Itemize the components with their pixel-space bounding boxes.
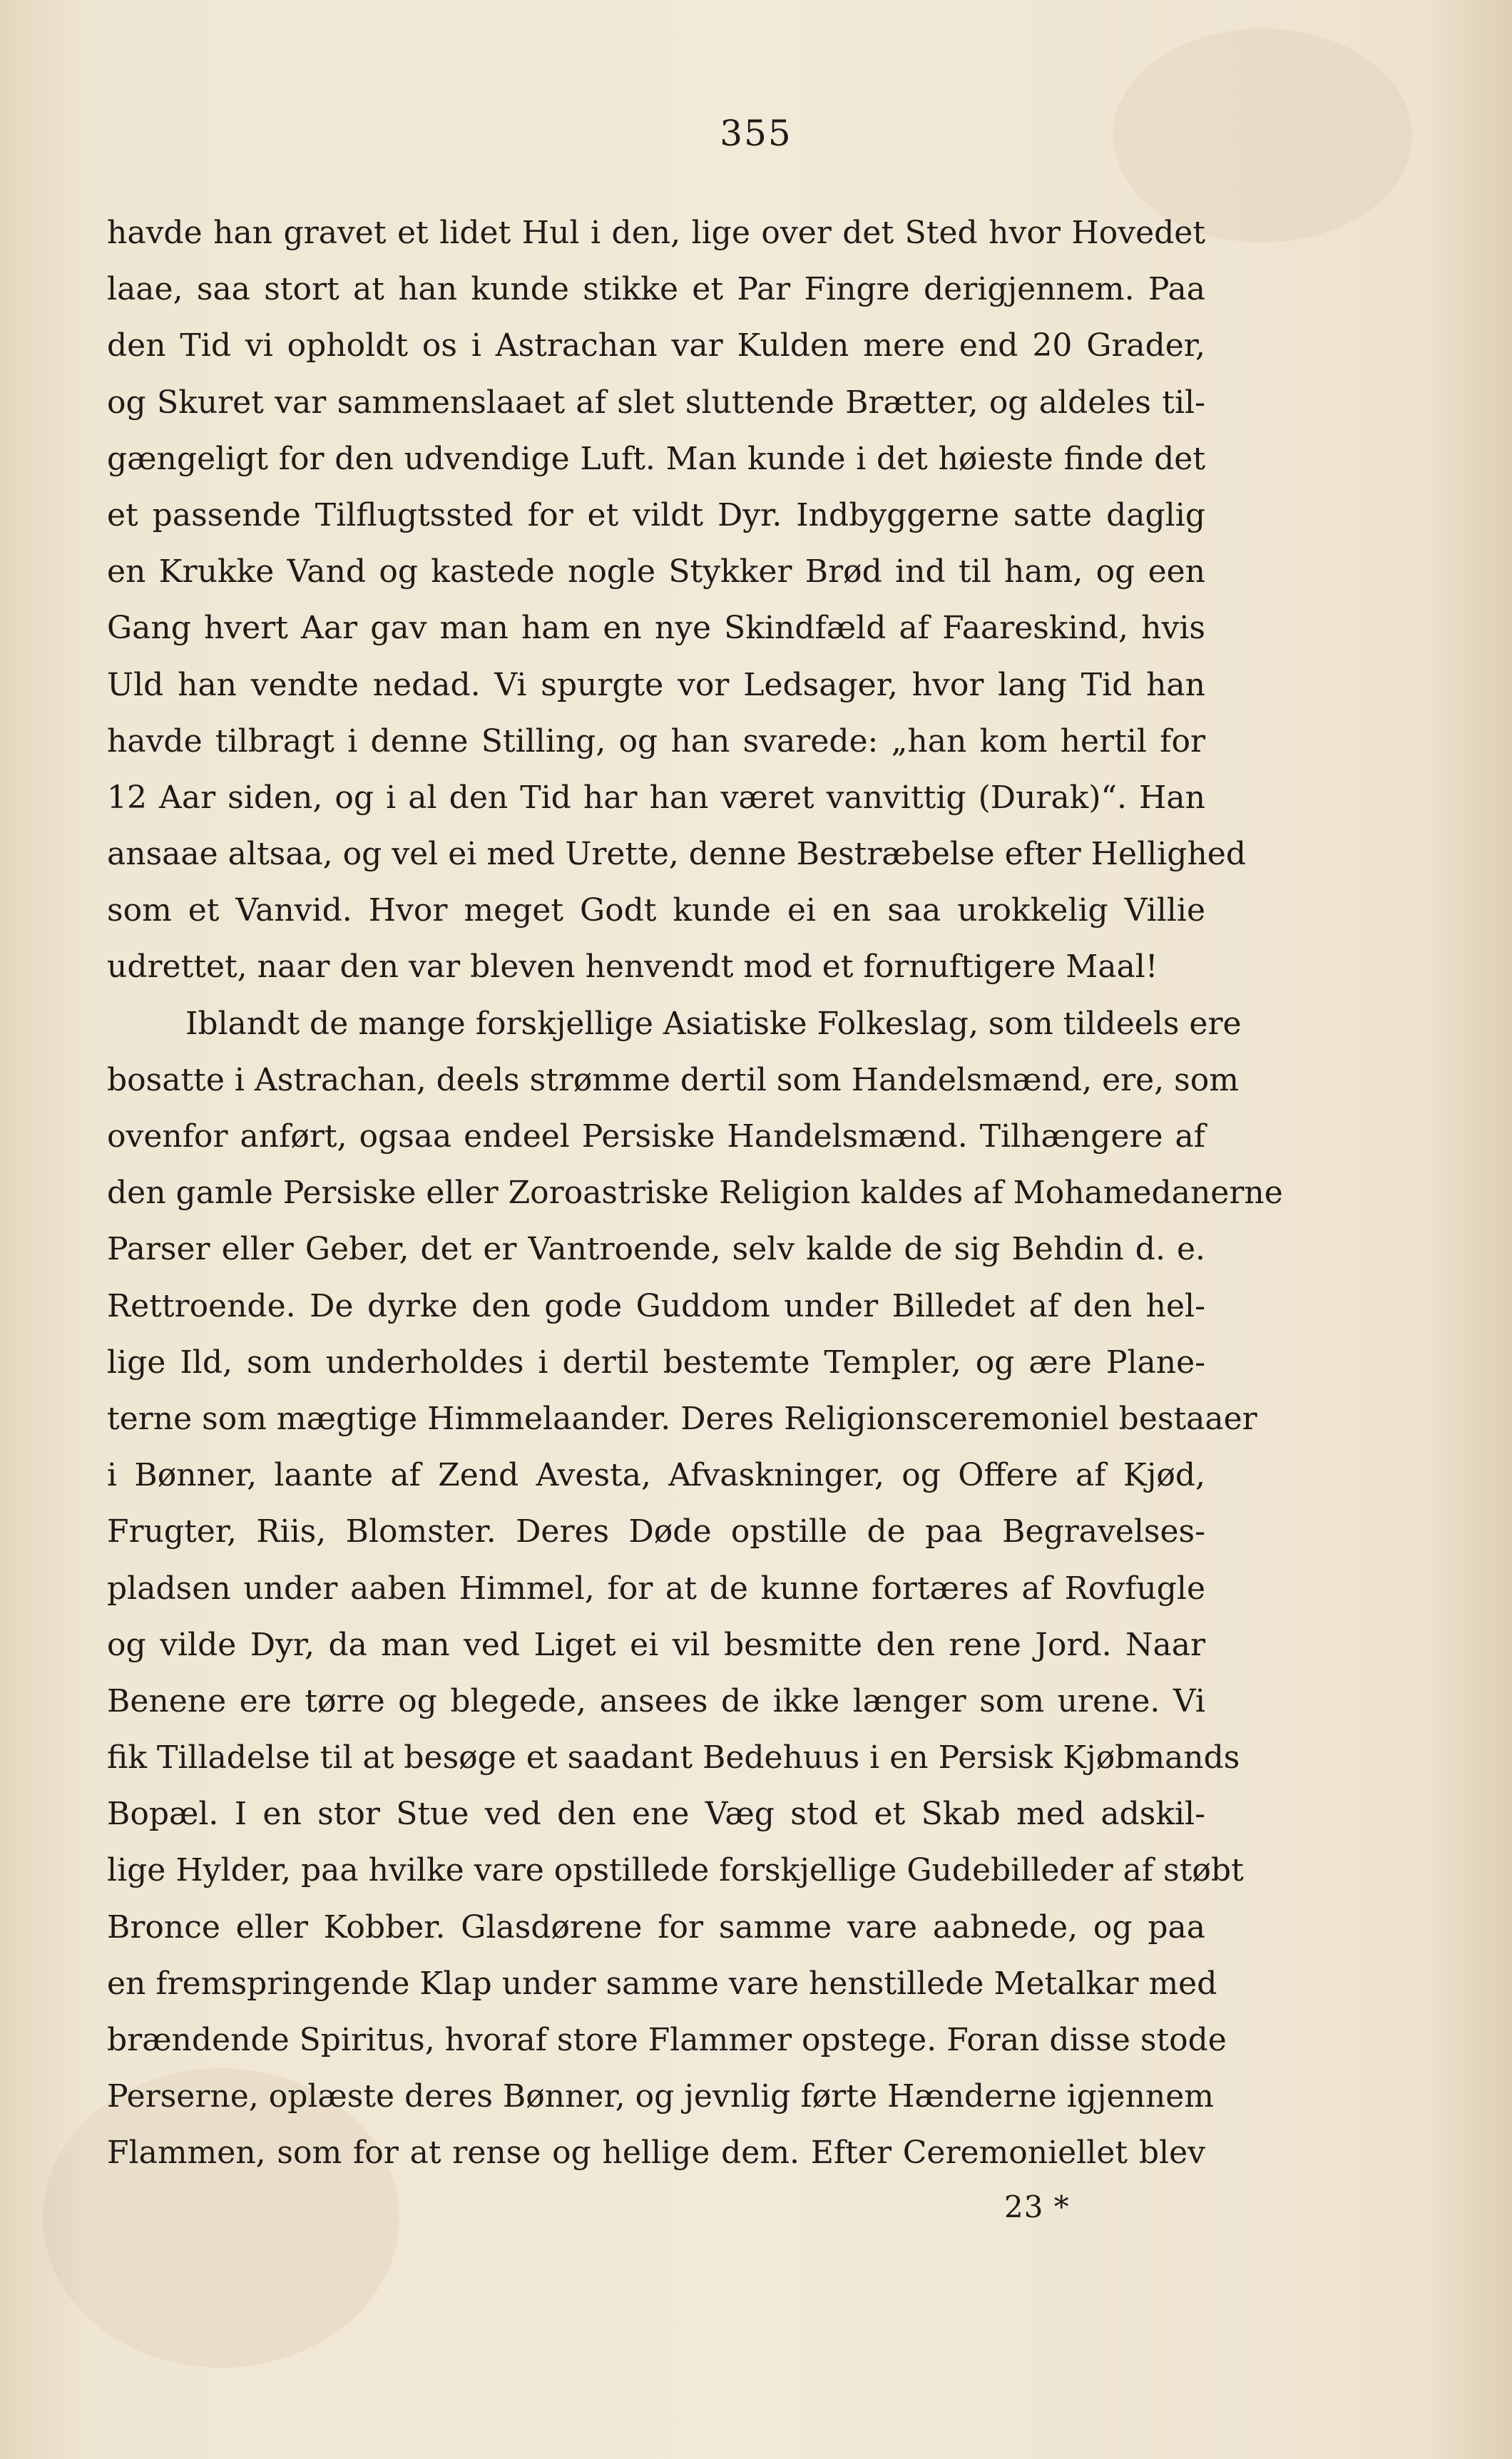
text-line: Rettroende. De dyrke den gode Guddom under Billedet af den hel- [107,1287,1205,1324]
text-line: terne som mægtige Himmelaander. Deres Religionsceremoniel bestaaer [107,1400,1257,1437]
text-line: Iblandt de mange forskjellige Asiatiske Folkeslag, som tildeels ere [185,1005,1242,1042]
text-line: bosatte i Astrachan, deels strømme dertil som Handelsmænd, ere, som [107,1061,1239,1098]
text-line: en Krukke Vand og kastede nogle Stykker Brød ind til ham, og een [107,553,1205,591]
paragraph-1 [107,205,1246,996]
text-line: lige Ild, som underholdes i dertil bestemte Templer, og ære Plane- [107,1344,1205,1381]
signature-mark: 23 * [1004,2189,1070,2224]
text-line: og vilde Dyr, da man ved Liget ei vil besmitte den rene Jord. Naar [107,1626,1205,1663]
text-line: havde han gravet et lidet Hul i den, lige over det Sted hvor Hovedet [107,215,1205,251]
text-line: Bopæl. I en stor Stue ved den ene Væg stod et Skab med adskil- [107,1796,1205,1833]
text-line: fik Tilladelse til at besøge et saadant Bedehuus i en Persisk Kjøbmands [107,1739,1240,1776]
text-line: ovenfor anført, ogsaa endeel Persiske Handelsmænd. Tilhængere af [107,1118,1205,1155]
text-line: brændende Spiritus, hvoraf store Flammer opstege. Foran disse stode [107,2022,1227,2058]
text-line: en fremspringende Klap under samme vare henstillede Metalkar med [107,1965,1217,2002]
text-line: Frugter, Riis, Blomster. Deres Døde opstille de paa Begravelses- [107,1513,1205,1550]
text-line: og Skuret var sammenslaaet af slet sluttende Brætter, og aldeles til- [107,384,1205,421]
text-line: ansaae altsaa, og vel ei med Urette, denne Bestræbelse efter Hellighed [107,836,1246,873]
text-line: laae, saa stort at han kunde stikke et Par Fingre derigjennem. Paa [107,271,1205,308]
text-line: lige Hylder, paa hvilke vare opstillede forskjellige Gudebilleder af støbt [107,1852,1244,1889]
text-line: gængeligt for den udvendige Luft. Man kunde i det høieste finde det [107,440,1205,477]
text-line: Gang hvert Aar gav man ham en nye Skindfæld af Faareskind, hvis [107,610,1205,647]
text-line: som et Vanvid. Hvor meget Godt kunde ei en saa urokkelig Villie [107,892,1205,929]
text-line: et passende Tilflugtssted for et vildt Dyr. Indbyggerne satte daglig [107,496,1205,533]
text-line: udrettet, naar den var bleven henvendt mod et fornuftigere Maal! [107,949,1158,986]
text-line: Bronce eller Kobber. Glasdørene for samme vare aabnede, og paa [107,1908,1205,1946]
text-line: pladsen under aaben Himmel, for at de kunne fortæres af Rovfugle [107,1570,1205,1607]
body-text [107,205,1283,2182]
paragraph-2 [107,996,1283,2182]
text-line: 12 Aar siden, og i al den Tid har han været vanvittig (Durak)“. Han [107,779,1205,816]
text-line: Flammen, som for at rense og hellige dem. Efter Ceremoniellet blev [107,2135,1205,2172]
text-line: Uld han vendte nedad. Vi spurgte vor Ledsager, hvor lang Tid han [107,666,1205,703]
text-line: Parser eller Geber, det er Vantroende, selv kalde de sig Behdin d. e. [107,1231,1205,1268]
text-line: Perserne, oplæste deres Bønner, og jevnlig førte Hænderne igjennem [107,2078,1214,2115]
text-line: Benene ere tørre og blegede, ansees de ikke længer som urene. Vi [107,1682,1205,1719]
text-line: havde tilbragt i denne Stilling, og han svarede: „han kom hertil for [107,722,1205,760]
text-line: den Tid vi opholdt os i Astrachan var Kulden mere end 20 Grader, [107,327,1205,364]
page-number: 355 [720,113,792,154]
text-line: den gamle Persiske eller Zoroastriske Religion kaldes af Mohamedanerne [107,1175,1283,1212]
text-line: i Bønner, laante af Zend Avesta, Afvaskninger, og Offere af Kjød, [107,1457,1205,1494]
